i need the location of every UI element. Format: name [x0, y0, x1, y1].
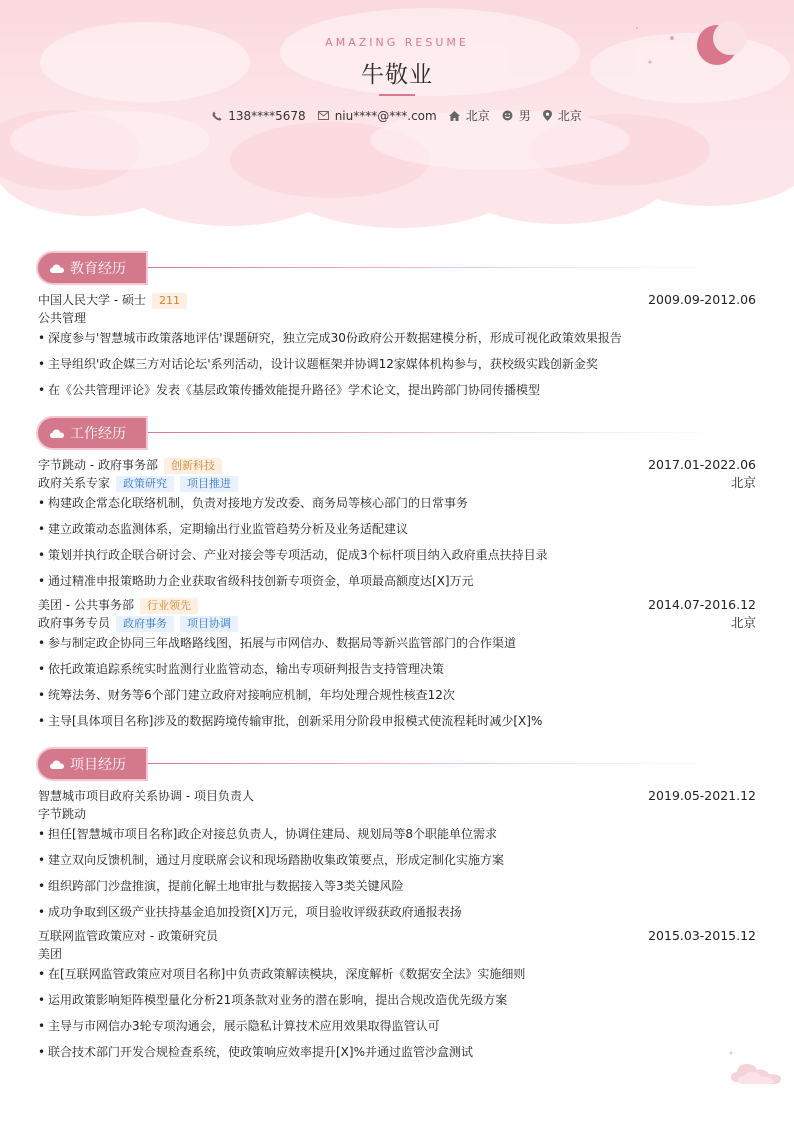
job-company-tag: 行业领先	[140, 598, 198, 614]
section-education-header	[36, 251, 726, 285]
home-icon	[449, 111, 460, 121]
section-divider	[148, 267, 726, 268]
contact-bar	[0, 107, 794, 124]
contact-location-text: 北京	[557, 109, 582, 123]
project-header-row	[38, 928, 756, 944]
job-city: 北京	[730, 615, 756, 630]
project-name: 互联网监管政策应对 - 政策研究员	[38, 929, 218, 943]
job-date: 2017.01-2022.06	[648, 457, 756, 472]
job-bullet: • 策划并执行政企联合研讨会、产业对接会等专项活动，促成3个标杆项目纳入政府重点扶持目录	[38, 547, 756, 563]
project-bullet: • 主导与市网信办3轮专项沟通会，展示隐私计算技术应用效果取得监管认可	[38, 1018, 756, 1034]
contact-gender	[502, 107, 531, 124]
contact-phone-text: 138****5678	[228, 108, 306, 123]
project-bullet: • 运用政策影响矩阵模型量化分析21项条款对业务的潜在影响，提出合规改造优先级方案	[38, 992, 756, 1008]
section-work-title: 工作经历	[70, 426, 126, 442]
project-bullet: • 担任[智慧城市项目名称]政企对接总负责人，协调住建局、规划局等8个职能单位需求	[38, 826, 756, 842]
project-bullet: • 成功争取到区级产业扶持基金追加投资[X]万元，项目验收评级获政府通报表扬	[38, 904, 756, 920]
contact-phone	[212, 109, 305, 123]
education-school: 中国人民大学 - 硕士	[38, 293, 146, 307]
contact-home	[449, 107, 490, 124]
phone-icon	[212, 111, 222, 121]
section-divider	[148, 432, 726, 433]
name-underline	[379, 94, 415, 96]
education-date: 2009.09-2012.06	[648, 292, 756, 307]
contact-gender-text: 男	[518, 109, 531, 123]
project-date: 2019.05-2021.12	[648, 788, 756, 803]
face-icon	[502, 110, 513, 121]
project-org: 字节跳动	[38, 807, 87, 821]
job-role-tag: 政府事务	[116, 616, 174, 632]
contact-email-text: niu****@***.com	[334, 108, 437, 123]
project-org: 美团	[38, 947, 63, 961]
education-header-row	[38, 292, 756, 309]
job-date: 2014.07-2016.12	[648, 597, 756, 612]
job-role: 政府关系专家	[38, 476, 111, 490]
job-bullet: • 构建政企常态化联络机制，负责对接地方发改委、商务局等核心部门的日常事务	[38, 495, 756, 511]
education-major: 公共管理	[38, 311, 87, 325]
education-bullet: • 主导组织'政企媒三方对话论坛'系列活动，设计议题框架并协调12家媒体机构参与，获校级实践创新金奖	[38, 356, 756, 372]
job-company: 字节跳动 - 政府事务部	[38, 458, 158, 472]
job-bullet: • 统筹法务、财务等6个部门建立政府对接响应机制，年均处理合规性核查12次	[38, 687, 756, 703]
project-bullet: • 在[互联网监管政策应对项目名称]中负责政策解读模块，深度解析《数据安全法》实施细则	[38, 966, 756, 982]
section-work-header	[36, 416, 726, 450]
project-bullet: • 联合技术部门开发合规检查系统，使政策响应效率提升[X]%并通过监管沙盒测试	[38, 1044, 756, 1060]
section-projects-title: 项目经历	[70, 757, 126, 773]
section-education-pill	[36, 251, 148, 285]
job-header-row	[38, 457, 756, 474]
section-projects-pill	[36, 747, 148, 781]
cloud-icon	[50, 264, 64, 273]
job-bullet: • 建立政策动态监测体系，定期输出行业监管趋势分析及业务适配建议	[38, 521, 756, 537]
section-projects-header	[36, 747, 726, 781]
location-icon	[543, 110, 552, 121]
job-company-tag: 创新科技	[164, 458, 222, 474]
job-bullet: • 主导[具体项目名称]涉及的数据跨境传输审批，创新采用分阶段申报模式使流程耗时减少[X]%	[38, 713, 756, 729]
contact-email	[318, 109, 437, 123]
job-header-row	[38, 597, 756, 614]
section-education-title: 教育经历	[70, 261, 126, 277]
candidate-name: 牛敬业	[361, 62, 433, 88]
section-work-pill	[36, 416, 148, 450]
education-badge: 211	[152, 293, 187, 309]
project-bullet: • 组织跨部门沙盘推演，提前化解土地审批与数据接入等3类关键风险	[38, 878, 756, 894]
job-role-row	[38, 475, 756, 492]
job-bullet: • 依托政策追踪系统实时监测行业监管动态，输出专项研判报告支持管理决策	[38, 661, 756, 677]
education-bullet: • 深度参与'智慧城市政策落地评估'课题研究，独立完成30份政府公开数据建模分析，形成可视化政策效果报告	[38, 330, 756, 346]
job-role-tag: 项目推进	[180, 476, 238, 492]
brand-title: AMAZING RESUME	[325, 36, 469, 49]
job-role-row	[38, 615, 756, 632]
job-bullet: • 参与制定政企协同三年战略路线图，拓展与市网信办、数据局等新兴监管部门的合作渠道	[38, 635, 756, 651]
project-bullet: • 建立双向反馈机制，通过月度联席会议和现场踏勘收集政策要点，形成定制化实施方案	[38, 852, 756, 868]
job-role: 政府事务专员	[38, 616, 111, 630]
education-bullet: • 在《公共管理评论》发表《基层政策传播效能提升路径》学术论文，提出跨部门协同传播模型	[38, 382, 756, 398]
job-company: 美团 - 公共事务部	[38, 598, 134, 612]
contact-location	[543, 107, 582, 124]
cloud-icon	[50, 760, 64, 769]
mail-icon	[318, 111, 329, 120]
cloud-icon	[50, 429, 64, 438]
job-bullet: • 通过精准申报策略助力企业获取省级科技创新专项资金，单项最高额度达[X]万元	[38, 573, 756, 589]
job-role-tag: 政策研究	[116, 476, 174, 492]
section-divider	[148, 763, 726, 764]
job-role-tag: 项目协调	[180, 616, 238, 632]
project-header-row	[38, 788, 756, 804]
corner-cloud-icon	[725, 1050, 785, 1086]
project-name: 智慧城市项目政府关系协调 - 项目负责人	[38, 789, 254, 803]
contact-home-text: 北京	[465, 109, 490, 123]
project-date: 2015.03-2015.12	[648, 928, 756, 943]
job-city: 北京	[730, 475, 756, 490]
